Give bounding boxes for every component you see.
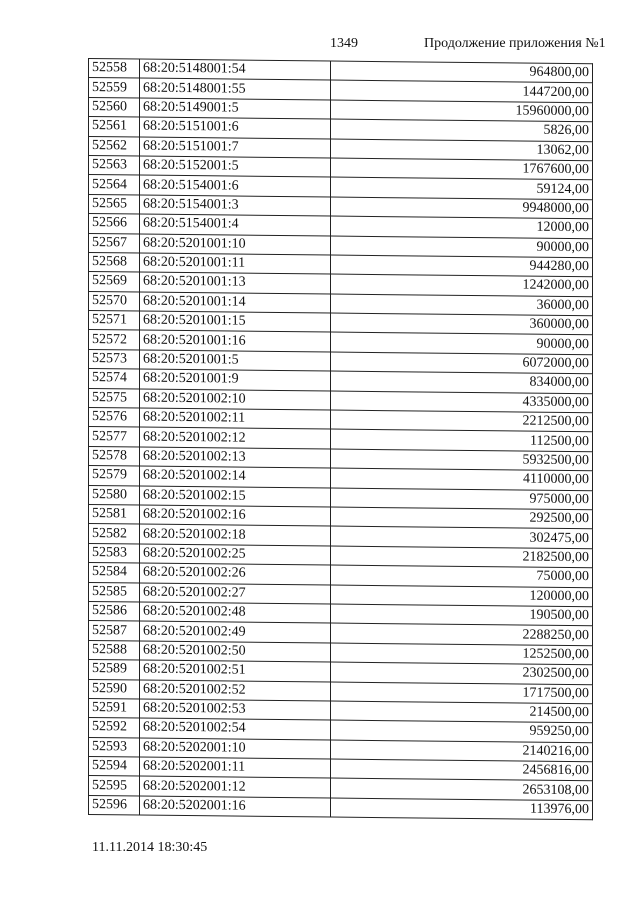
cadastral-number-cell: 68:20:5201002:10 — [140, 389, 331, 410]
cadastral-number-cell: 68:20:5202001:12 — [140, 776, 331, 797]
row-number-cell: 52563 — [89, 155, 140, 175]
value-cell: 2302500,00 — [331, 662, 593, 684]
row-number-cell: 52582 — [89, 524, 140, 544]
table-body — [89, 59, 593, 821]
row-number-cell: 52589 — [89, 660, 140, 680]
value-cell: 2182500,00 — [331, 546, 593, 568]
print-timestamp: 11.11.2014 18:30:45 — [92, 840, 208, 855]
row-number-cell: 52562 — [89, 136, 140, 156]
value-cell: 12000,00 — [331, 216, 593, 238]
value-cell: 292500,00 — [331, 507, 593, 529]
cadastral-number-cell: 68:20:5202001:16 — [140, 796, 331, 817]
cadastral-number-cell: 68:20:5201001:10 — [140, 234, 331, 255]
row-number-cell: 52595 — [89, 776, 140, 796]
value-cell: 13062,00 — [331, 139, 593, 161]
value-cell: 360000,00 — [331, 313, 593, 335]
row-number-cell: 52587 — [89, 621, 140, 641]
value-cell: 4110000,00 — [331, 468, 593, 490]
value-cell: 944280,00 — [331, 255, 593, 277]
row-number-cell: 52584 — [89, 563, 140, 583]
value-cell: 975000,00 — [331, 488, 593, 510]
page-number: 1349 — [330, 36, 358, 51]
cadastral-number-cell: 68:20:5201001:16 — [140, 331, 331, 352]
cadastral-number-cell: 68:20:5154001:6 — [140, 175, 331, 196]
cadastral-number-cell: 68:20:5201001:5 — [140, 350, 331, 371]
cadastral-value-table — [88, 58, 593, 821]
row-number-cell: 52588 — [89, 640, 140, 660]
value-cell: 1717500,00 — [331, 682, 593, 704]
row-number-cell: 52570 — [89, 291, 140, 311]
row-number-cell: 52567 — [89, 233, 140, 253]
cadastral-number-cell: 68:20:5201002:49 — [140, 621, 331, 642]
row-number-cell: 52560 — [89, 97, 140, 117]
row-number-cell: 52572 — [89, 330, 140, 350]
row-number-cell: 52579 — [89, 466, 140, 486]
cadastral-number-cell: 68:20:5201002:14 — [140, 466, 331, 487]
value-cell: 302475,00 — [331, 526, 593, 548]
value-cell: 2653108,00 — [331, 778, 593, 800]
cadastral-number-cell: 68:20:5201002:48 — [140, 602, 331, 623]
continuation-heading: Продолжение приложения №1 — [424, 36, 606, 51]
value-cell: 1447200,00 — [331, 80, 593, 102]
cadastral-number-cell: 68:20:5201002:26 — [140, 563, 331, 584]
cadastral-number-cell: 68:20:5201002:50 — [140, 641, 331, 662]
row-number-cell: 52574 — [89, 369, 140, 389]
row-number-cell: 52571 — [89, 311, 140, 331]
row-number-cell: 52558 — [89, 59, 140, 79]
row-number-cell: 52575 — [89, 388, 140, 408]
cadastral-number-cell: 68:20:5201001:13 — [140, 272, 331, 293]
table-row — [89, 795, 593, 820]
value-cell: 2140216,00 — [331, 740, 593, 762]
value-cell: 4335000,00 — [331, 391, 593, 413]
value-cell: 1252500,00 — [331, 643, 593, 665]
value-cell: 90000,00 — [331, 236, 593, 258]
cadastral-number-cell: 68:20:5201002:16 — [140, 505, 331, 526]
cadastral-number-cell: 68:20:5151001:6 — [140, 117, 331, 138]
cadastral-number-cell: 68:20:5201002:52 — [140, 680, 331, 701]
cadastral-number-cell: 68:20:5201001:15 — [140, 311, 331, 332]
row-number-cell: 52586 — [89, 601, 140, 621]
cadastral-number-cell: 68:20:5201002:13 — [140, 447, 331, 468]
row-number-cell: 52590 — [89, 679, 140, 699]
row-number-cell: 52596 — [89, 795, 140, 815]
row-number-cell: 52594 — [89, 757, 140, 777]
cadastral-number-cell: 68:20:5201002:51 — [140, 660, 331, 681]
row-number-cell: 52559 — [89, 78, 140, 98]
row-number-cell: 52565 — [89, 194, 140, 214]
cadastral-number-cell: 68:20:5202001:10 — [140, 738, 331, 759]
row-number-cell: 52566 — [89, 214, 140, 234]
cadastral-number-cell: 68:20:5151001:7 — [140, 137, 331, 158]
cadastral-number-cell: 68:20:5201002:25 — [140, 544, 331, 565]
value-cell: 2456816,00 — [331, 759, 593, 781]
row-number-cell: 52592 — [89, 718, 140, 738]
cadastral-number-cell: 68:20:5201001:11 — [140, 253, 331, 274]
value-cell: 9948000,00 — [331, 197, 593, 219]
cadastral-number-cell: 68:20:5201002:11 — [140, 408, 331, 429]
value-cell: 214500,00 — [331, 701, 593, 723]
cadastral-number-cell: 68:20:5201002:18 — [140, 524, 331, 545]
row-number-cell: 52578 — [89, 446, 140, 466]
row-number-cell: 52591 — [89, 698, 140, 718]
value-cell: 59124,00 — [331, 177, 593, 199]
row-number-cell: 52564 — [89, 175, 140, 195]
cadastral-number-cell: 68:20:5148001:55 — [140, 78, 331, 99]
value-cell: 959250,00 — [331, 720, 593, 742]
cadastral-number-cell: 68:20:5154001:3 — [140, 195, 331, 216]
row-number-cell: 52593 — [89, 737, 140, 757]
row-number-cell: 52576 — [89, 408, 140, 428]
value-cell: 113976,00 — [331, 798, 593, 820]
value-cell: 75000,00 — [331, 565, 593, 587]
value-cell: 112500,00 — [331, 429, 593, 451]
row-number-cell: 52573 — [89, 349, 140, 369]
row-number-cell: 52581 — [89, 504, 140, 524]
value-cell: 1242000,00 — [331, 274, 593, 296]
value-cell: 190500,00 — [331, 604, 593, 626]
row-number-cell: 52577 — [89, 427, 140, 447]
cadastral-number-cell: 68:20:5201002:27 — [140, 583, 331, 604]
row-number-cell: 52580 — [89, 485, 140, 505]
cadastral-number-cell: 68:20:5148001:54 — [140, 59, 331, 80]
value-cell: 90000,00 — [331, 333, 593, 355]
cadastral-number-cell: 68:20:5149001:5 — [140, 98, 331, 119]
cadastral-number-cell: 68:20:5154001:4 — [140, 214, 331, 235]
value-cell: 5826,00 — [331, 119, 593, 141]
cadastral-number-cell: 68:20:5201002:12 — [140, 427, 331, 448]
cadastral-number-cell: 68:20:5201001:14 — [140, 292, 331, 313]
cadastral-number-cell: 68:20:5202001:11 — [140, 757, 331, 778]
cadastral-number-cell: 68:20:5201002:15 — [140, 486, 331, 507]
row-number-cell: 52568 — [89, 252, 140, 272]
row-number-cell: 52583 — [89, 543, 140, 563]
value-cell: 2212500,00 — [331, 410, 593, 432]
value-cell: 2288250,00 — [331, 623, 593, 645]
row-number-cell: 52585 — [89, 582, 140, 602]
cadastral-number-cell: 68:20:5152001:5 — [140, 156, 331, 177]
row-number-cell: 52561 — [89, 117, 140, 137]
row-number-cell: 52569 — [89, 272, 140, 292]
value-cell: 36000,00 — [331, 294, 593, 316]
value-cell: 834000,00 — [331, 371, 593, 393]
cadastral-number-cell: 68:20:5201001:9 — [140, 369, 331, 390]
cadastral-number-cell: 68:20:5201002:54 — [140, 718, 331, 739]
value-cell: 6072000,00 — [331, 352, 593, 374]
value-cell: 1767600,00 — [331, 158, 593, 180]
cadastral-number-cell: 68:20:5201002:53 — [140, 699, 331, 720]
value-cell: 120000,00 — [331, 585, 593, 607]
value-cell: 964800,00 — [331, 61, 593, 83]
value-cell: 5932500,00 — [331, 449, 593, 471]
value-cell: 15960000,00 — [331, 100, 593, 122]
